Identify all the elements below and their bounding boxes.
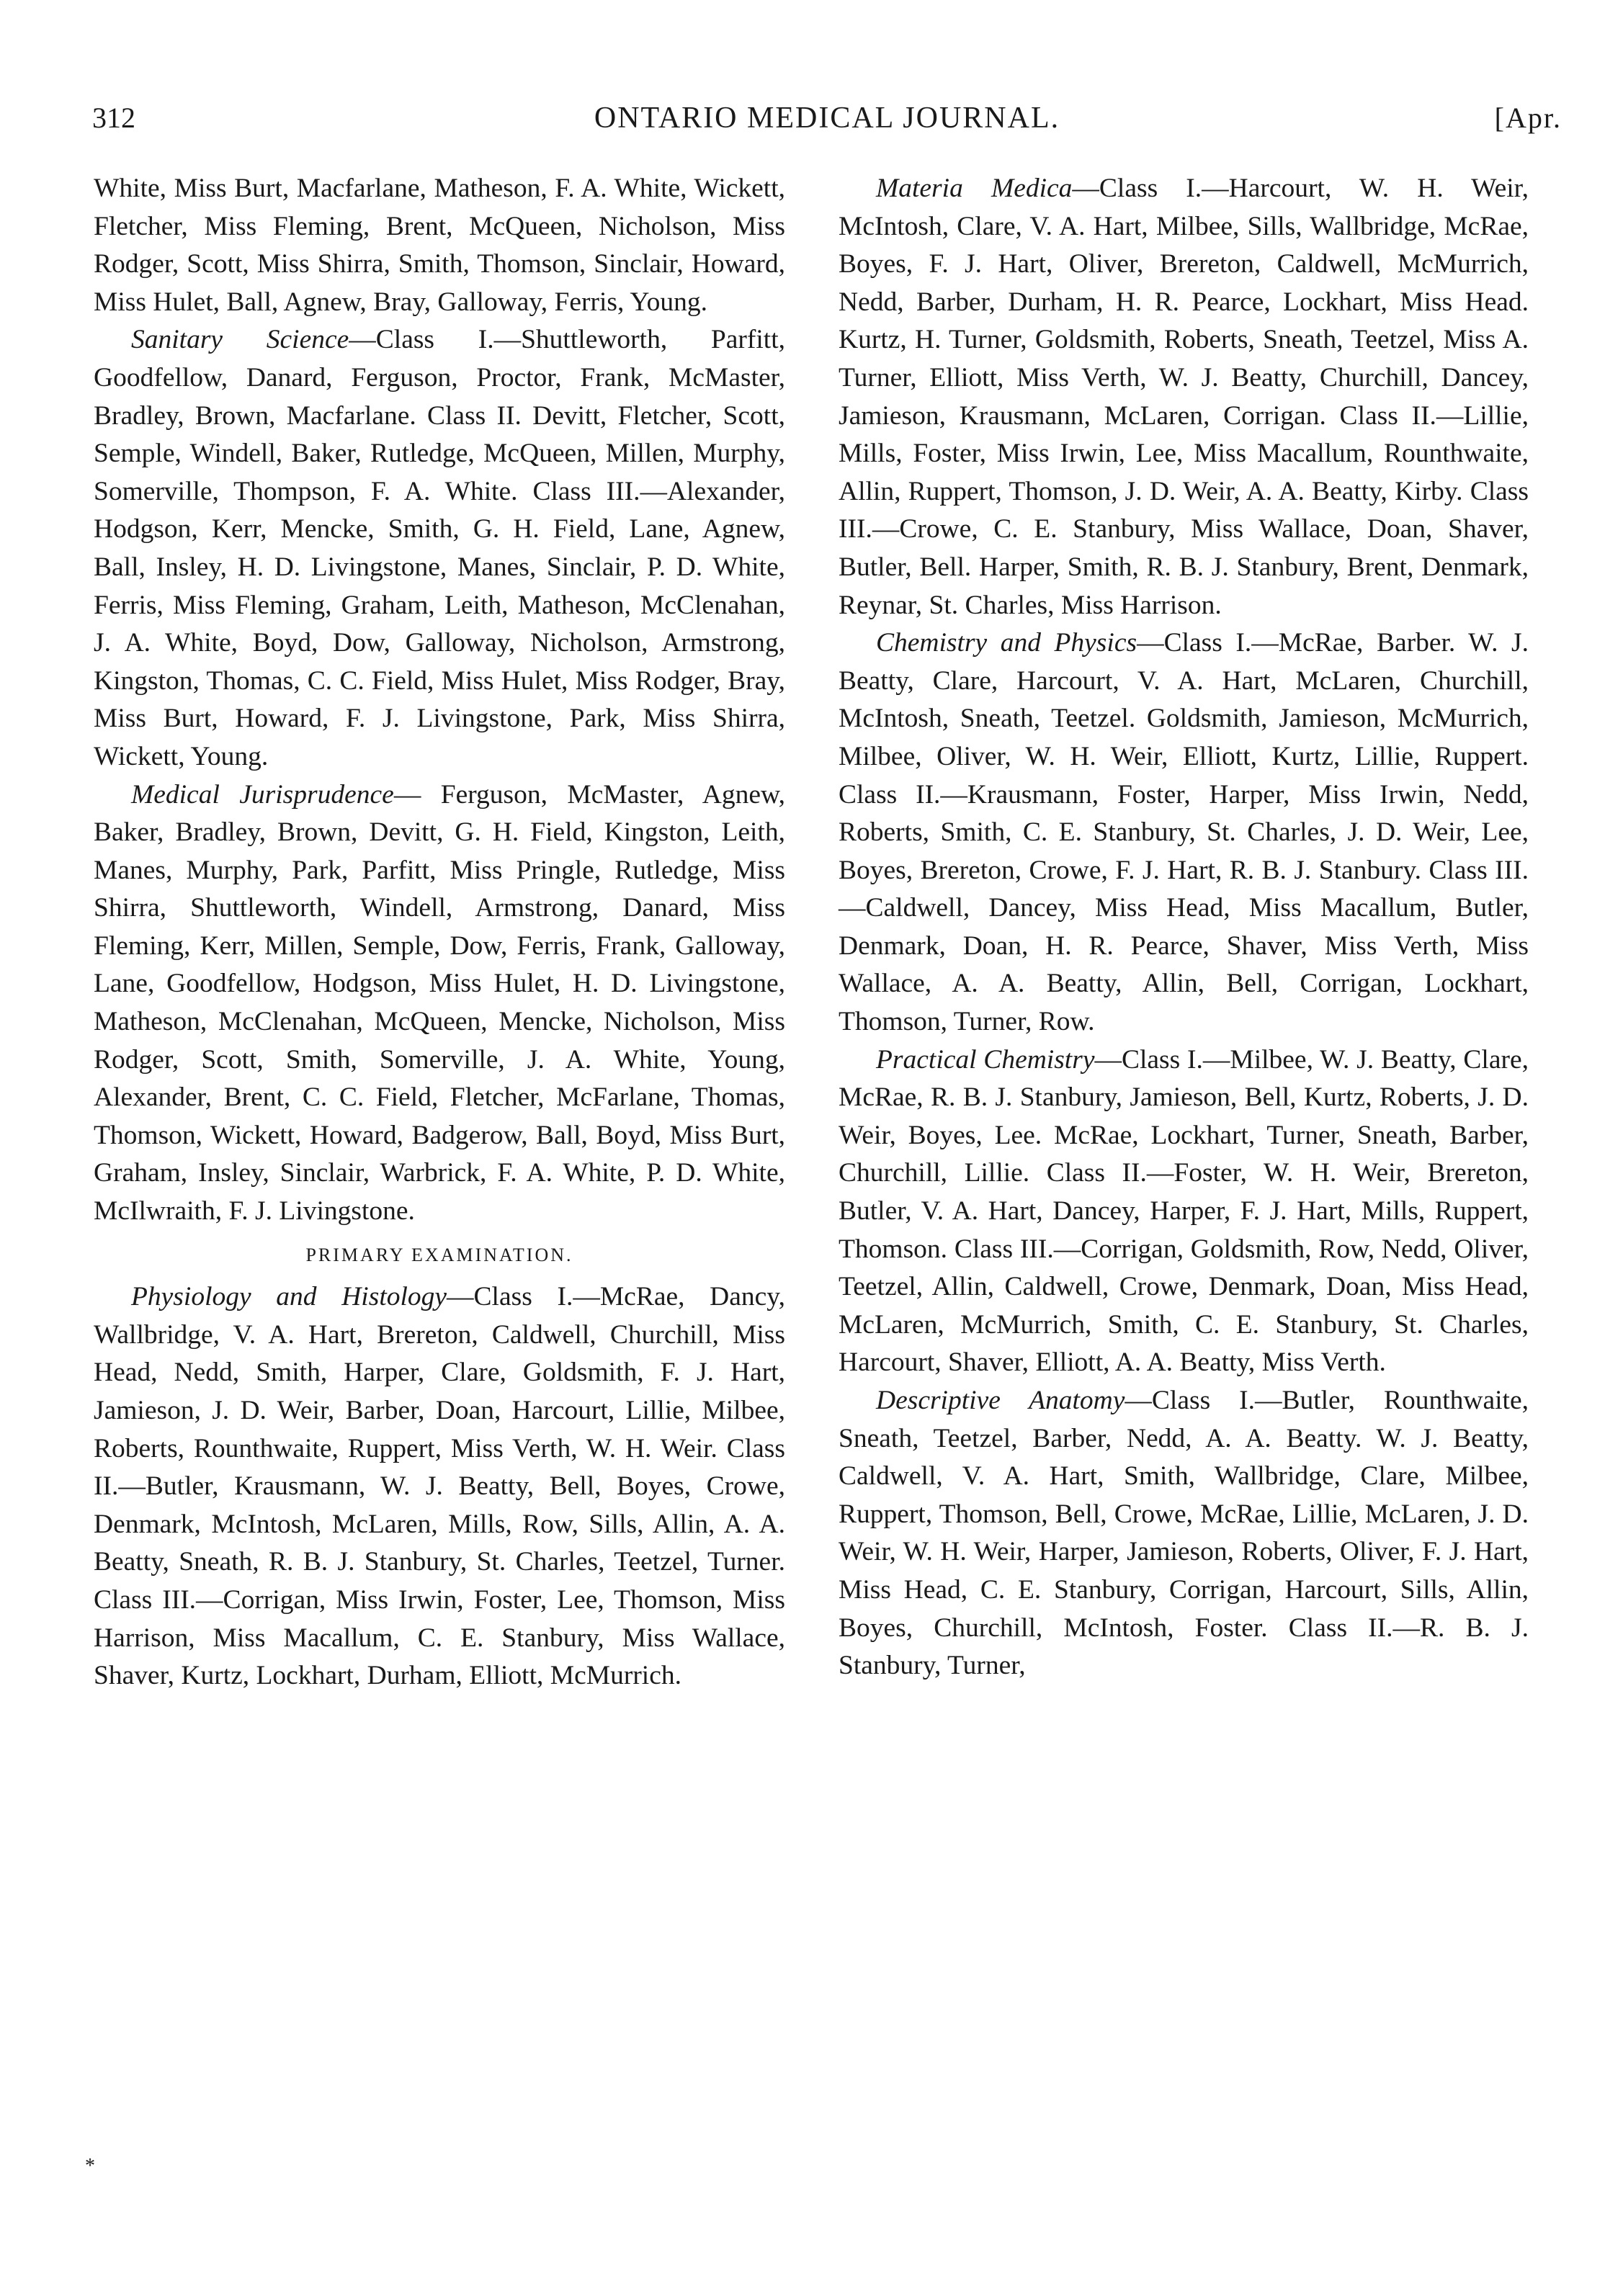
section-heading: Practical Chemistry — [876, 1044, 1095, 1075]
medical-jurisprudence-section — [94, 776, 785, 1231]
section-heading: Descriptive Anatomy — [876, 1386, 1125, 1415]
practical-chemistry-section — [839, 1041, 1529, 1382]
primary-examination-heading: PRIMARY EXAMINATION. — [305, 1244, 573, 1265]
section-text: —Class I.—Shuttleworth, Parfitt, Goodfellow, Danard, Ferguson, Proctor, Frank, McMaster, Bradley, Brown, Macfarlane. Class II. Devitt, Fletcher, Scott, Semple, Windell, Baker, Rutledge, McQueen, Millen, Murphy, Somerville, Thompson, F. A. White. Class III.—Alexander, Hodgson, Kerr, Mencke, Smith, G. H. Field, Lane, Agnew, Ball, Insley, H. D. Livingstone, Manes, Sinclair, P. D. White, Ferris, Miss Fleming, Graham, Leith, Matheson, McClenahan, J. A. White, Boyd, Dow, Galloway, Nicholson, Armstrong, Kingston, Thomas, C. C. Field, Miss Hulet, Miss Rodger, Bray, Miss Burt, Howard, F. J. Livingstone, Park, Miss Shirra, Wickett, Young. — [94, 325, 785, 771]
sanitary-science-section — [94, 321, 785, 776]
physiology-histology-section — [94, 1278, 785, 1695]
section-text: —Class I.—McRae, Barber. W. J. Beatty, Clare, Harcourt, V. A. Hart, McLaren, Churchill, McIntosh, Sneath, Teetzel. Goldsmith, Jamieson, McMurrich, Milbee, Oliver, W. H. Weir, Elliott, Kurtz, Lillie, Ruppert. Class II.—Krausmann, Foster, Harper, Miss Irwin, Nedd, Roberts, Smith, C. E. Stanbury, St. Charles, J. D. Weir, Lee, Boyes, Brereton, Crowe, F. J. Hart, R. B. J. Stanbury. Class III.—Caldwell, Dancey, Miss Head, Miss Macallum, Butler, Denmark, Doan, H. R. Pearce, Shaver, Miss Verth, Miss Wallace, A. A. Beatty, Allin, Bell, Corrigan, Lockhart, Thomson, Turner, Row. — [839, 628, 1529, 1037]
section-heading: Medical Jurisprudence — [131, 779, 394, 810]
section-heading: Chemistry and Physics — [876, 628, 1137, 658]
chemistry-physics-section — [839, 624, 1529, 1041]
section-text: —Class I.—McRae, Dancy, Wallbridge, V. A. Hart, Brereton, Caldwell, Churchill, Miss Head, Nedd, Smith, Harper, Clare, Goldsmith, F. J. Hart, Jamieson, J. D. Weir, Barber, Doan, Harcourt, Lillie, Milbee, Roberts, Rounthwaite, Ruppert, Miss Verth, W. H. Weir. Class II.—Butler, Krausmann, W. J. Beatty, Bell, Boyes, Crowe, Denmark, McIntosh, McLaren, Mills, Row, Sills, Allin, A. A. Beatty, Sneath, R. B. J. Stanbury, St. Charles, Teetzel, Turner. Class III.—Corrigan, Miss Irwin, Foster, Lee, Thomson, Miss Harrison, Miss Macallum, C. E. Stanbury, Miss Wallace, Shaver, Kurtz, Lockhart, Durham, Elliott, McMurrich. — [94, 1282, 785, 1691]
left-column — [94, 170, 785, 1695]
page-header — [92, 101, 1562, 151]
descriptive-anatomy-section — [839, 1382, 1529, 1685]
section-text: — Ferguson, McMaster, Agnew, Baker, Bradley, Brown, Devitt, G. H. Field, Kingston, Leith, Manes, Murphy, Park, Parfitt, Miss Pringle, Rutledge, Miss Shirra, Shuttleworth, Windell, Armstrong, Danard, Miss Fleming, Kerr, Millen, Semple, Dow, Ferris, Frank, Galloway, Lane, Goodfellow, Hodgson, Miss Hulet, H. D. Livingstone, Matheson, McClenahan, McQueen, Mencke, Nicholson, Miss Rodger, Scott, Smith, Somerville, J. A. White, Young, Alexander, Brent, C. C. Field, Fletcher, McFarlane, Thomas, Thomson, Wickett, Howard, Badgerow, Ball, Boyd, Miss Burt, Graham, Insley, Sinclair, Warbrick, F. A. White, P. D. White, McIlwraith, F. J. Livingstone. — [94, 779, 786, 1227]
section-text: —Class I.—Milbee, W. J. Beatty, Clare, McRae, R. B. J. Stanbury, Jamieson, Bell, Kurtz, Roberts, J. D. Weir, Boyes, Lee. McRae, Lockhart, Turner, Sneath, Barber, Churchill, Lillie. Class II.—Foster, W. H. Weir, Brereton, Butler, V. A. Hart, Dancey, Harper, F. J. Hart, Mills, Ruppert, Thomson. Class III.—Corrigan, Goldsmith, Row, Nedd, Oliver, Teetzel, Allin, Caldwell, Crowe, Denmark, Doan, Miss Head, McLaren, McMurrich, Smith, C. E. Stanbury, St. Charles, Harcourt, Shaver, Elliott, A. A. Beatty, Miss Verth. — [839, 1044, 1529, 1378]
journal-title: ONTARIO MEDICAL JOURNAL. — [594, 102, 1060, 135]
section-heading: Sanitary Science — [131, 325, 349, 355]
margin-mark: * — [85, 2155, 95, 2177]
section-text: —Class I.—Harcourt, W. H. Weir, McIntosh, Clare, V. A. Hart, Milbee, Sills, Wallbridge, McRae, Boyes, F. J. Hart, Oliver, Brereton, Caldwell, McMurrich, Nedd, Barber, Durham, H. R. Pearce, Lockhart, Miss Head. Kurtz, H. Turner, Goldsmith, Roberts, Sneath, Teetzel, Miss A. Turner, Elliott, Miss Verth, W. J. Beatty, Churchill, Dancey, Jamieson, Krausmann, McLaren, Corrigan. Class II.—Lillie, Mills, Foster, Miss Irwin, Lee, Miss Macallum, Rounthwaite, Allin, Ruppert, Thomson, J. D. Weir, A. A. Beatty, Kirby. Class III.—Crowe, C. E. Stanbury, Miss Wallace, Doan, Shaver, Butler, Bell. Harper, Smith, R. B. J. Stanbury, Brent, Denmark, Reynar, St. Charles, Miss Harrison. — [839, 174, 1529, 620]
continuation-paragraph: White, Miss Burt, Macfarlane, Matheson, F. A. White, Wickett, Fletcher, Miss Fleming, Brent, McQueen, Nicholson, Miss Rodger, Scott, Miss Shirra, Smith, Thomson, Sinclair, Howard, Miss Hulet, Ball, Agnew, Bray, Galloway, Ferris, Young. — [94, 174, 785, 317]
section-heading: Materia Medica — [876, 174, 1073, 203]
issue-month: [Apr. — [1494, 102, 1562, 134]
section-text: —Class I.—Butler, Rounthwaite, Sneath, Teetzel, Barber, Nedd, A. A. Beatty. W. J. Beatty, Caldwell, V. A. Hart, Smith, Wallbridge, Clare, Milbee, Ruppert, Thomson, Bell, Crowe, McRae, Lillie, McLaren, J. D. Weir, W. H. Weir, Harper, Jamieson, Roberts, Oliver, F. J. Hart, Miss Head, C. E. Stanbury, Corrigan, Harcourt, Sills, Allin, Boyes, Churchill, McIntosh, Foster. Class II.—R. B. J. Stanbury, Turner, — [839, 1386, 1529, 1681]
section-heading: Physiology and Histology — [131, 1282, 447, 1312]
right-column — [839, 170, 1529, 1685]
page-number: 312 — [92, 102, 135, 134]
materia-medica-section — [839, 170, 1529, 624]
